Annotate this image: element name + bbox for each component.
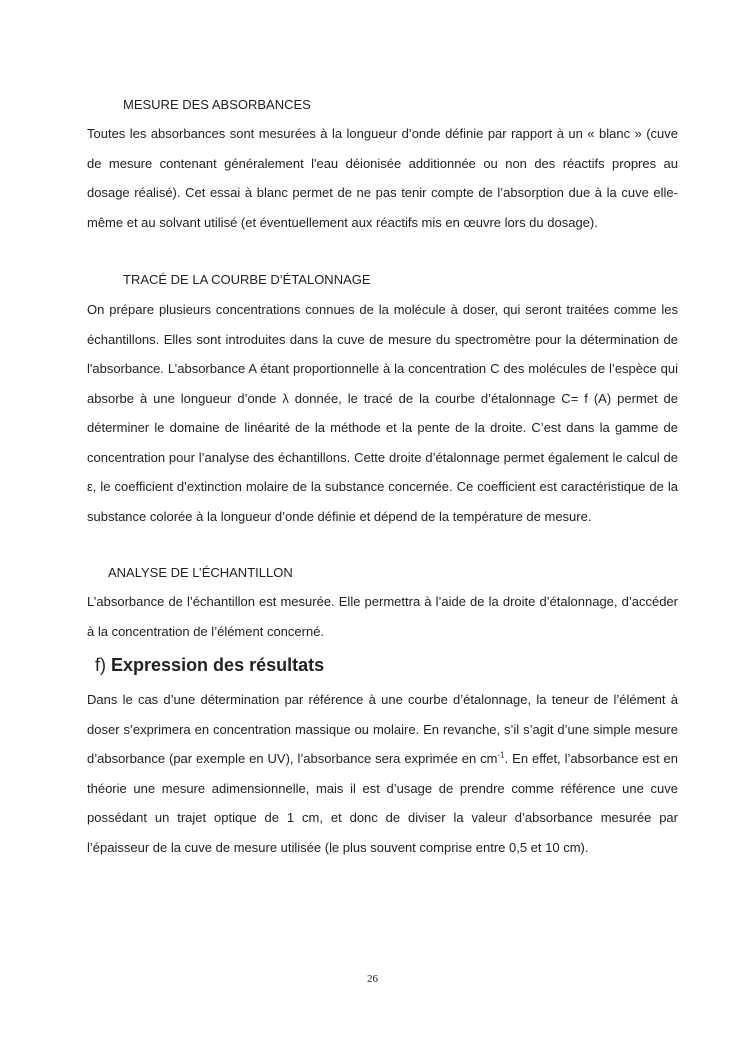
- measure-heading: MESURE DES ABSORBANCES: [123, 97, 311, 112]
- results-paragraph: [87, 685, 678, 862]
- results-text-before: Dans le cas d’une détermination par référence à une courbe d’étalonnage, la teneur de l’élément à doser s’exprimera en concentration massique ou molaire. En revanche, s’il s’agit d’une simple mesure d’absorbance (par exemple en UV), l’absorbance sera exprimée en cm: [87, 692, 678, 766]
- sample-paragraph: L’absorbance de l’échantillon est mesurée. Elle permettra à l’aide de la droite d’étalonnage, d’accéder à la concentration de l’élément concerné.: [87, 594, 678, 639]
- results-section-title: [95, 652, 324, 678]
- measure-paragraph: Toutes les absorbances sont mesurées à la longueur d’onde définie par rapport à un « blanc » (cuve de mesure contenant généralement l'eau déionisée additionnée ou non des réactifs propres au dosage réalisé). Cet essai à blanc permet de ne pas tenir compte de l’absorption due à la cuve elle-même et au solvant utilisé (et éventuellement aux réactifs mis en œuvre lors du dosage).: [87, 126, 678, 230]
- results-section-label: Expression des résultats: [111, 655, 325, 675]
- calibration-paragraph: On prépare plusieurs concentrations connues de la molécule à doser, qui seront traitées comme les échantillons. Elles sont introduites dans la cuve de mesure du spectromètre pour la détermination de l'absorbance. L’absorbance A étant proportionnelle à la concentration C des molécules de l’espèce qui absorbe à une longueur d’onde λ donnée, le tracé de la courbe d’étalonnage C= f (A) permet de déterminer le domaine de linéarité de la méthode et la pente de la droite. C’est dans la gamme de concentration pour l’analyse des échantillons. Cette droite d’étalonnage permet également le calcul de ε, le coefficient d’extinction molaire de la substance concernée. Ce coefficient est caractéristique de la substance colorée à la longueur d’onde définie et dépend de la température de mesure.: [87, 302, 678, 524]
- page-number: 26: [367, 973, 378, 985]
- calibration-heading: TRACÉ DE LA COURBE D’ÉTALONNAGE: [123, 272, 371, 287]
- results-text-after: . En effet, l’absorbance est en théorie une mesure adimensionnelle, mais il est d’usage de prendre comme référence une cuve possédant un trajet optique de 1 cm, et donc de diviser la valeur d’absorbance mesurée par l’épaisseur de la cuve de mesure utilisée (le plus souvent comprise entre 0,5 et 10 cm).: [87, 751, 679, 855]
- results-section-number: f): [95, 655, 106, 675]
- results-superscript: -1: [497, 750, 505, 760]
- sample-heading: ANALYSE DE L’ÉCHANTILLON: [108, 565, 293, 580]
